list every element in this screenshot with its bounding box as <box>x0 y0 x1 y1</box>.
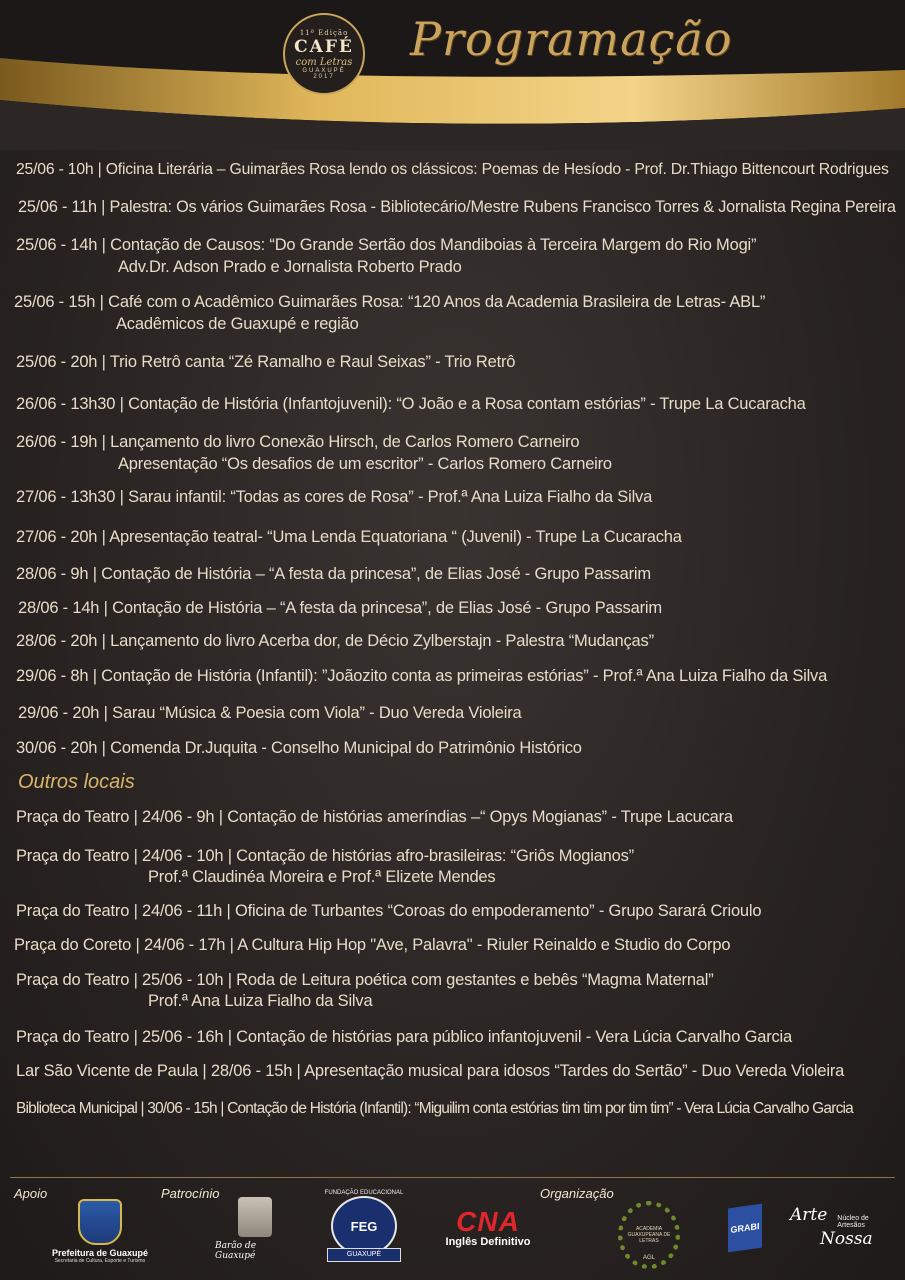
barao-de-guaxupe-logo <box>215 1196 295 1262</box>
prefeitura-guaxupe-logo <box>50 1198 150 1264</box>
logo-subtitle: com Letras <box>295 56 353 68</box>
footer-divider <box>10 1177 895 1178</box>
grabi-name: GRABI <box>730 1220 760 1236</box>
logo-name: CAFÉ <box>294 36 354 57</box>
venue-item-detail: Prof.ª Claudinéa Moreira e Prof.ª Elizete Mendes <box>148 868 496 886</box>
barao-name: Barão de Guaxupé <box>215 1241 257 1261</box>
venue-item: Praça do Teatro | 24/06 - 11h | Oficina de Turbantes “Coroas do empoderamento” - Grupo Sarará Crioulo <box>16 902 762 920</box>
schedule-item: 27/06 - 20h | Apresentação teatral- “Uma Lenda Equatoriana “ (Juvenil) - Trupe La Cucaracha <box>16 528 682 546</box>
feg-letters: FEG <box>350 1218 378 1234</box>
arte-nossa-logo <box>790 1198 900 1256</box>
cna-tagline: Inglês Definitivo <box>445 1236 531 1248</box>
label-patrocinio: Patrocínio <box>161 1186 220 1201</box>
logo-edition: 11ª Edição <box>299 28 349 37</box>
schedule-item: 28/06 - 9h | Contação de História – “A festa da princesa”, de Elias José - Grupo Passarim <box>16 565 651 583</box>
venue-item: Biblioteca Municipal | 30/06 - 15h | Contação de História (Infantil): “Miguilim conta estórias tim tim por tim tim” - Vera Lúcia Carvalho Garcia <box>16 1100 854 1117</box>
feg-logo <box>318 1190 410 1262</box>
schedule-item: 29/06 - 20h | Sarau “Música & Poesia com Viola” - Duo Vereda Violeira <box>18 704 522 722</box>
schedule-item: 28/06 - 14h | Contação de História – “A festa da princesa”, de Elias José - Grupo Passarim <box>18 599 662 617</box>
label-apoio: Apoio <box>14 1186 48 1201</box>
page-title: Programação <box>410 12 733 66</box>
schedule-item: 25/06 - 11h | Palestra: Os vários Guimarães Rosa - Bibliotecário/Mestre Rubens Francisco Torres & Jornalista Regina Pereira <box>18 198 896 216</box>
section-heading-outros-locais: Outros locais <box>18 771 135 793</box>
venue-item-detail: Prof.ª Ana Luiza Fialho da Silva <box>148 992 373 1010</box>
venue-item: Praça do Teatro | 25/06 - 10h | Roda de Leitura poética com gestantes e bebês “Magma Maternal” <box>16 971 714 989</box>
schedule-item: 29/06 - 8h | Contação de História (Infantil): ”Joãozito conta as primeiras estórias” - Prof.ª Ana Luiza Fialho da Silva <box>16 667 828 685</box>
schedule-item: 26/06 - 19h | Lançamento do livro Conexão Hirsch, de Carlos Romero Carneiro <box>16 433 580 451</box>
nossa-word: Nossa <box>820 1229 873 1249</box>
coat-of-arms-icon <box>238 1197 272 1237</box>
schedule-item: 30/06 - 20h | Comenda Dr.Juquita - Conselho Municipal do Patrimônio Histórico <box>16 739 582 757</box>
arte-word: Arte <box>790 1205 828 1225</box>
schedule-item: 28/06 - 20h | Lançamento do livro Acerba dor, de Décio Zylberstajn - Palestra “Mudanças” <box>16 632 654 650</box>
city-crest-icon <box>78 1199 122 1245</box>
prefeitura-sub: Secretaria de Cultura, Esporte e Turismo <box>54 1257 146 1264</box>
venue-item: Praça do Coreto | 24/06 - 17h | A Cultura Hip Hop "Ave, Palavra" - Riuler Reinaldo e Studio do Corpo <box>14 936 731 954</box>
schedule-item-detail: Acadêmicos de Guaxupé e região <box>116 315 359 333</box>
schedule-item: 25/06 - 15h | Café com o Acadêmico Guimarães Rosa: “120 Anos da Academia Brasileira de Letras- ABL” <box>14 293 766 311</box>
schedule-item-detail: Apresentação “Os desafios de um escritor” - Carlos Romero Carneiro <box>118 455 612 473</box>
cna-logo <box>438 1204 538 1252</box>
header-banner <box>0 0 905 150</box>
label-organizacao: Organização <box>540 1186 614 1201</box>
venue-item: Praça do Teatro | 24/06 - 10h | Contação de histórias afro-brasileiras: “Griôs Mogianos” <box>16 847 634 865</box>
cafe-com-letras-logo <box>283 13 365 95</box>
cna-name: CNA <box>456 1206 520 1237</box>
schedule-item: 25/06 - 20h | Trio Retrô canta “Zé Ramalho e Raul Seixas” - Trio Retrô <box>16 353 516 371</box>
venue-item: Praça do Teatro | 24/06 - 9h | Contação de histórias ameríndias –“ Opys Mogianas” - Trupe Lacucara <box>16 808 733 826</box>
logo-place: GUAXUPÉ <box>302 67 346 74</box>
venue-item: Praça do Teatro | 25/06 - 16h | Contação de histórias para público infantojuvenil - Vera Lúcia Carvalho Garcia <box>16 1028 792 1046</box>
schedule-item: 25/06 - 10h | Oficina Literária – Guimarães Rosa lendo os clássicos: Poemas de Hesíodo - Prof. Dr.Thiago Bittencourt Rodrigues <box>16 161 889 178</box>
grabi-box-icon <box>728 1204 762 1253</box>
academia-abbr: AGL <box>642 1255 655 1261</box>
prefeitura-name: Prefeitura de Guaxupé <box>51 1247 149 1258</box>
venue-item: Lar São Vicente de Paula | 28/06 - 15h | Apresentação musical para idosos “Tardes do Sertão” - Duo Vereda Violeira <box>16 1062 845 1080</box>
academia-text: ACADEMIA GUAXUPEANA DE LETRAS <box>627 1226 671 1244</box>
academia-guaxupeana-logo <box>614 1198 684 1264</box>
feg-ribbon: GUAXUPÉ <box>327 1248 401 1262</box>
schedule-item: 26/06 - 13h30 | Contação de História (Infantojuvenil): “O João e a Rosa contam estórias” - Trupe La Cucaracha <box>16 395 806 413</box>
schedule-item-detail: Adv.Dr. Adson Prado e Jornalista Roberto Prado <box>118 258 462 276</box>
feg-emblem-icon <box>331 1196 397 1256</box>
grabi-logo <box>720 1200 770 1256</box>
feg-arc-text: FUNDAÇÃO EDUCACIONAL <box>324 1190 404 1196</box>
schedule-item: 27/06 - 13h30 | Sarau infantil: “Todas as cores de Rosa” - Prof.ª Ana Luiza Fialho da Silva <box>16 488 653 506</box>
logo-year: 2017 <box>313 73 335 80</box>
schedule-item: 25/06 - 14h | Contação de Causos: “Do Grande Sertão dos Mandiboias à Terceira Margem do Rio Mogi” <box>16 236 757 254</box>
arte-small: Núcleo de Artesãos <box>837 1215 869 1229</box>
